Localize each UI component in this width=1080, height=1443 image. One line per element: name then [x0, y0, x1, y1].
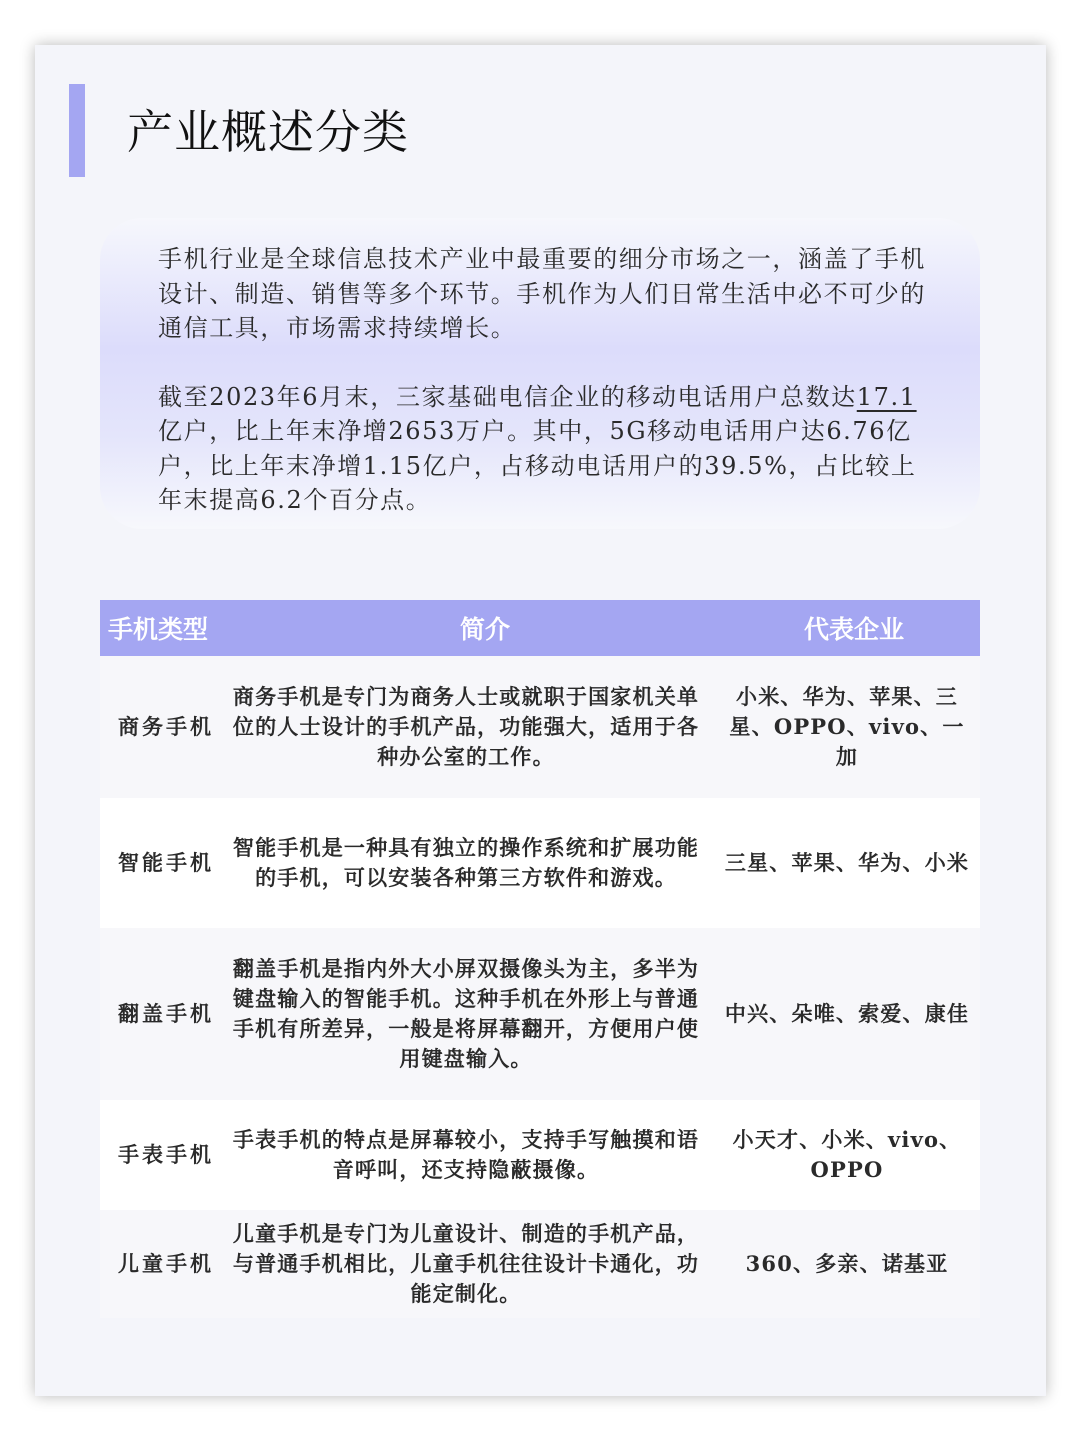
- table-header-row: [100, 600, 980, 656]
- intro-paragraph-2: [158, 380, 928, 518]
- row-enterprises: 小米、华为、苹果、三星、OPPO、vivo、一加: [729, 684, 965, 769]
- header-enterprises: 代表企业: [708, 600, 980, 656]
- table-row: [100, 798, 980, 928]
- intro-box: [100, 218, 980, 529]
- header-description: 简介: [232, 600, 708, 656]
- table-row: [100, 928, 980, 1100]
- row-enterprises: 360、多亲、诺基亚: [745, 1251, 949, 1276]
- table-row: [100, 1210, 980, 1318]
- phone-types-table: [100, 600, 980, 1318]
- row-enterprises: 三星、苹果、华为、小米: [724, 850, 970, 875]
- row-enterprises: 小天才、小米、vivo、OPPO: [732, 1127, 962, 1182]
- row-type: 商务手机: [118, 714, 214, 739]
- table-row: [100, 1100, 980, 1210]
- row-type: 翻盖手机: [118, 1001, 214, 1026]
- row-type: 儿童手机: [118, 1251, 214, 1276]
- user-count-highlight: 17.1: [856, 382, 917, 411]
- intro-p2-before: 截至2023年6月末，三家基础电信企业的移动电话用户总数达: [158, 382, 857, 411]
- row-description: 手表手机的特点是屏幕较小，支持手写触摸和语音呼叫，还支持隐蔽摄像。: [232, 1127, 700, 1182]
- row-description: 商务手机是专门为商务人士或就职于国家机关单位的人士设计的手机产品，功能强大，适用于各种办公室的工作。: [232, 684, 700, 769]
- title-accent-bar: [69, 84, 85, 177]
- row-description: 翻盖手机是指内外大小屏双摄像头为主，多半为键盘输入的智能手机。这种手机在外形上与普通手机有所差异，一般是将屏幕翻开，方便用户使用键盘输入。: [232, 956, 700, 1071]
- row-description: 儿童手机是专门为儿童设计、制造的手机产品，与普通手机相比，儿童手机往往设计卡通化，功能定制化。: [232, 1221, 700, 1306]
- intro-paragraph-1: 手机行业是全球信息技术产业中最重要的细分市场之一，涵盖了手机设计、制造、销售等多个环节。手机作为人们日常生活中必不可少的通信工具，市场需求持续增长。: [158, 245, 926, 342]
- row-type: 手表手机: [118, 1142, 214, 1167]
- table-row: [100, 656, 980, 798]
- row-description: 智能手机是一种具有独立的操作系统和扩展功能的手机，可以安装各种第三方软件和游戏。: [232, 835, 700, 890]
- row-type: 智能手机: [118, 850, 214, 875]
- page-title: 产业概述分类: [127, 105, 409, 159]
- row-enterprises: 中兴、朵唯、索爱、康佳: [724, 1001, 970, 1026]
- header-type: 手机类型: [100, 600, 232, 656]
- intro-p2-after: 亿户，比上年末净增2653万户。其中，5G移动电话用户达6.76亿户，比上年末净增1.15亿户，占移动电话用户的39.5%，占比较上年末提高6.2个百分点。: [158, 417, 917, 514]
